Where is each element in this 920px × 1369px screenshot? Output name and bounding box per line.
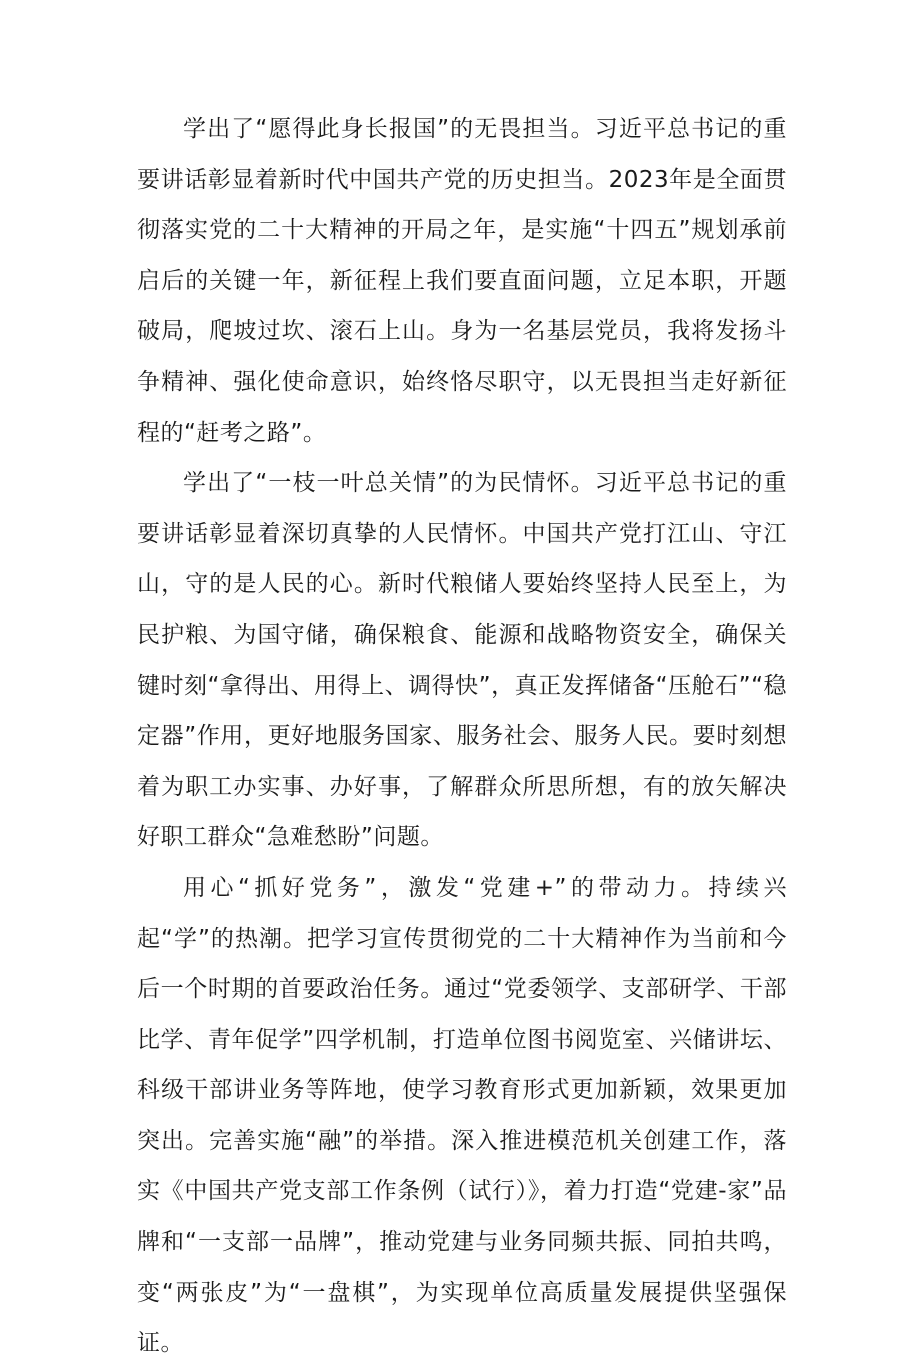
paragraph-2: 学出了“一枝一叶总关情”的为民情怀。习近平总书记的重要讲话彰显着深切真挚的人民情怀。中国共产党打江山、守江山，守的是人民的心。新时代粮储人要始终坚持人民至上，为民护粮、为国守储，确保粮食、能源和战略物资安全，确保关键时刻“拿得出、用得上、调得快”，真正发挥储备“压舱石”“稳定器”作用，更好地服务国家、服务社会、服务人民。要时刻想着为职工办实事、办好事，了解群众所思所想，有的放矢解决好职工群众“急难愁盼”问题。 (137, 470, 787, 851)
document-body (137, 104, 787, 1369)
paragraph-1: 学出了“愿得此身长报国”的无畏担当。习近平总书记的重要讲话彰显着新时代中国共产党的历史担当。2023年是全面贯彻落实党的二十大精神的开局之年，是实施“十四五”规划承前启后的关键一年，新征程上我们要直面问题，立足本职，开题破局，爬坡过坎、滚石上山。身为一名基层党员，我将发扬斗争精神、强化使命意识，始终恪尽职守，以无畏担当走好新征程的“赶考之路”。 (137, 116, 787, 446)
paragraph-3: 用心“抓好党务”，激发“党建+”的带动力。持续兴起“学”的热潮。把学习宣传贯彻党的二十大精神作为当前和今后一个时期的首要政治任务。通过“党委领学、支部研学、干部比学、青年促学”四学机制，打造单位图书阅览室、兴储讲坛、科级干部讲业务等阵地，使学习教育形式更加新颖，效果更加突出。完善实施“融”的举措。深入推进模范机关创建工作，落实《中国共产党支部工作条例（试行）》，着力打造“党建-家”品牌和“一支部一品牌”，推动党建与业务同频共振、同拍共鸣，变“两张皮”为“一盘棋”，为实现单位高质量发展提供坚强保证。 (137, 874, 787, 1357)
